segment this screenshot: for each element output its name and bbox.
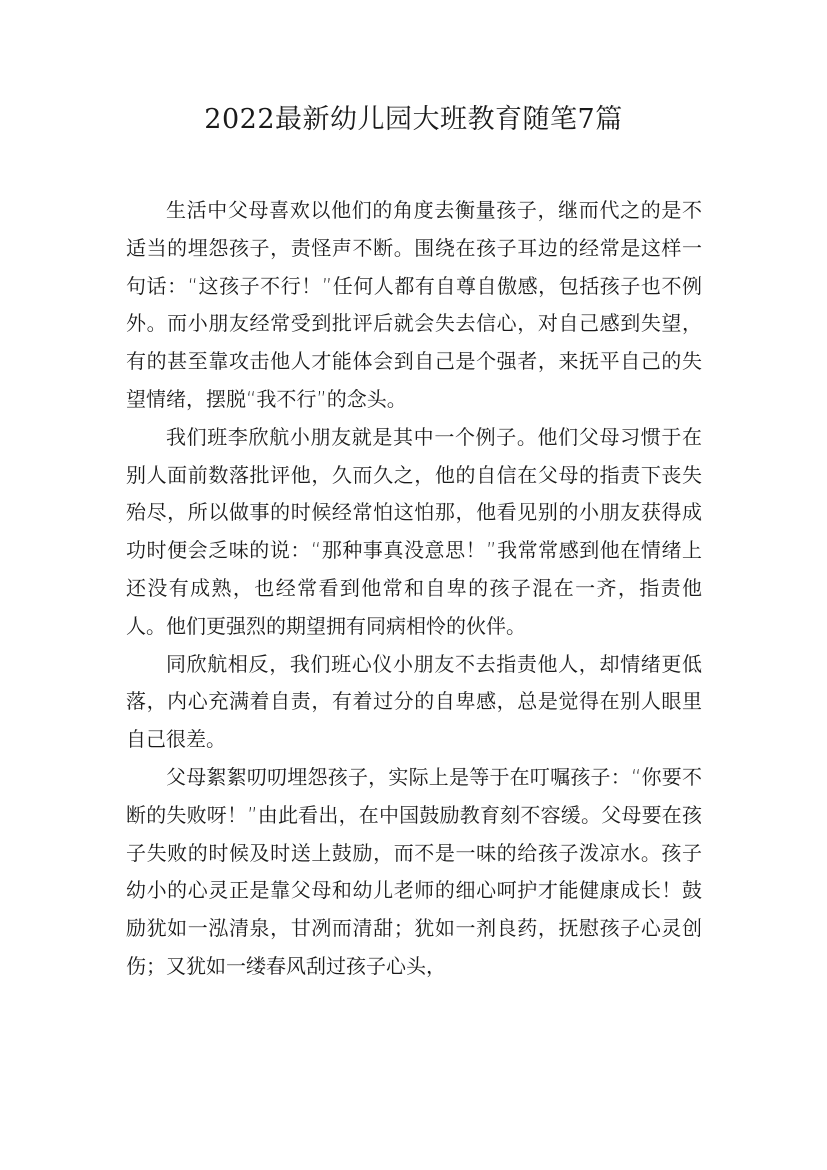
document-body xyxy=(126,192,702,986)
paragraph-3: 同欣航相反，我们班心仪小朋友不去指责他人，却情绪更低落，内心充满着自责，有着过分的自卑感，总是觉得在别人眼里自己很差。 xyxy=(126,651,702,752)
paragraph-2: 我们班李欣航小朋友就是其中一个例子。他们父母习惯于在别人面前数落批评他，久而久之，他的自信在父母的指责下丧失殆尽，所以做事的时候经常怕这怕那，他看见别的小朋友获得成功时便会乏味的说：“那种事真没意思！”我常常感到他在情绪上还没有成熟，也经常看到他常和自卑的孩子混在一齐，指责他人。他们更强烈的期望拥有同病相怜的伙伴。 xyxy=(126,424,702,638)
paragraph-4: 父母絮絮叨叨埋怨孩子，实际上是等于在叮嘱孩子：“你要不断的失败呀！”由此看出，在中国鼓励教育刻不容缓。父母要在孩子失败的时候及时送上鼓励，而不是一味的给孩子泼凉水。孩子幼小的心灵正是靠父母和幼儿老师的细心呵护才能健康成长！鼓励犹如一泓清泉，甘冽而清甜；犹如一剂良药，抚慰孩子心灵创伤；又犹如一缕春风刮过孩子心头， xyxy=(126,764,702,978)
paragraph-1: 生活中父母喜欢以他们的角度去衡量孩子，继而代之的是不适当的埋怨孩子，责怪声不断。围绕在孩子耳边的经常是这样一句话：“这孩子不行！”任何人都有自尊自傲感，包括孩子也不例外。而小朋友经常受到批评后就会失去信心，对自己感到失望，有的甚至靠攻击他人才能体会到自己是个强者，来抚平自己的失望情绪，摆脱“我不行”的念头。 xyxy=(126,198,702,411)
document-title: 2022最新幼儿园大班教育随笔7篇 xyxy=(204,104,623,135)
